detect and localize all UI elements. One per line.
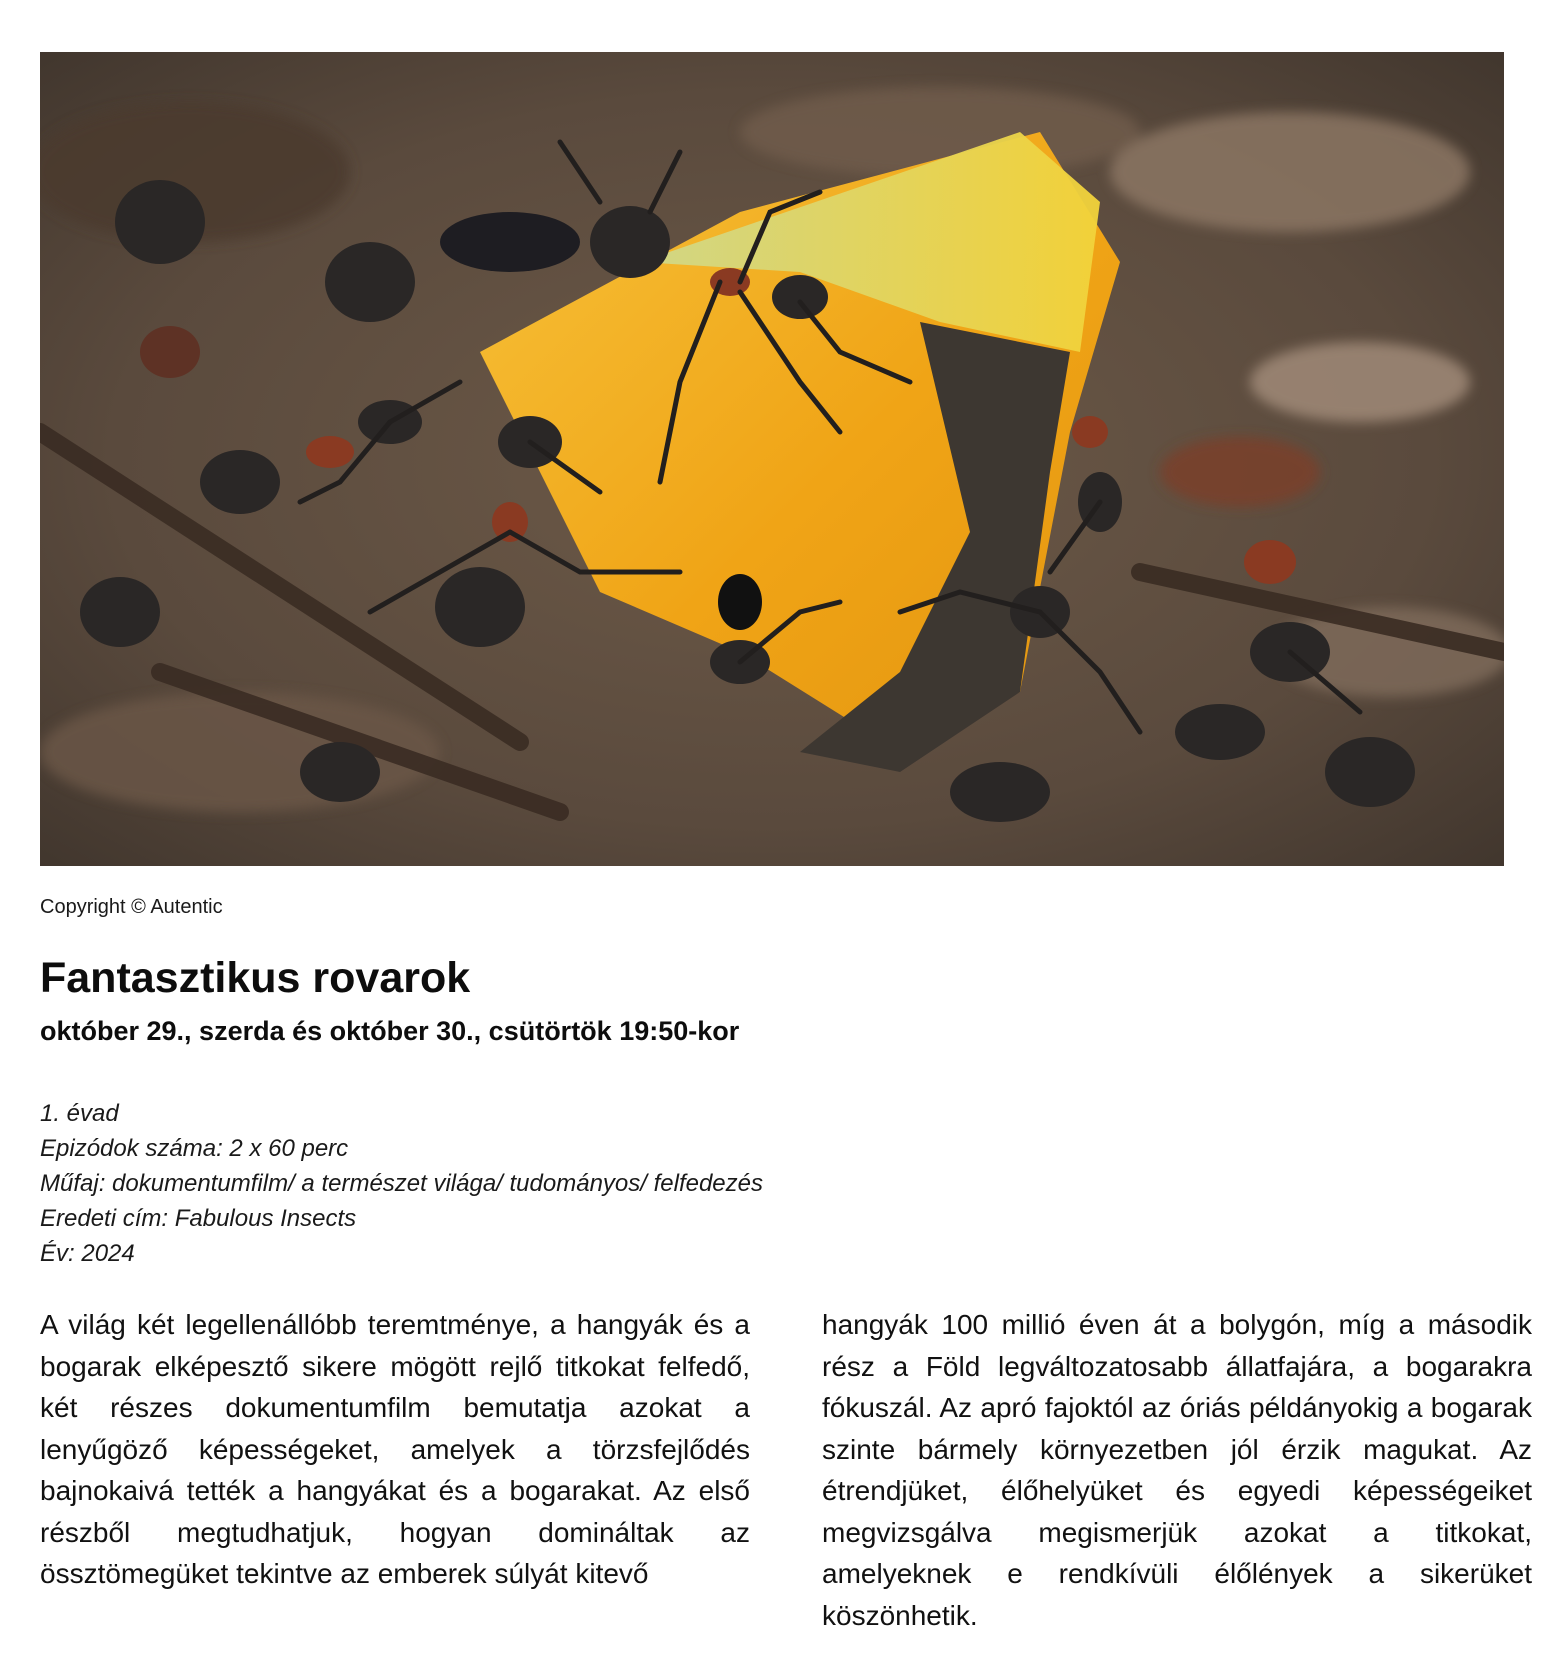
photo-copyright: Copyright © Autentic (40, 896, 223, 918)
episodes-line: Epizódok száma: 2 x 60 perc (40, 1135, 349, 1162)
description-column-right: hangyák 100 millió éven át a bolygón, míg a második rész a Föld legváltozatosabb állatfajára, a bogarakra fókuszál. Az apró fajoktól az óriás példányokig a bogarak szinte bármely környezetben jól érzik magukat. Az étrendjüket, élőhelyüket és egyedi képességeiket megvizsgálva megismerjük azokat a titkokat, amelyeknek e rendkívüli élőlények a sikerüket köszönhetik. (822, 1309, 1532, 1631)
season-line: 1. évad (40, 1100, 119, 1127)
program-details (40, 1096, 763, 1271)
original-title-line: Eredeti cím: Fabulous Insects (40, 1205, 357, 1232)
airing-schedule: október 29., szerda és október 30., csütörtök 19:50-kor (40, 1016, 740, 1046)
year-line: Év: 2024 (40, 1240, 135, 1267)
genre-line: Műfaj: dokumentumfilm/ a természet világa/ tudományos/ felfedezés (40, 1170, 763, 1197)
hero-photo (40, 52, 1504, 866)
description-column-left: A világ két legellenállóbb teremtménye, a hangyák és a bogarak elképesztő sikere mögött rejlő titkokat felfedő, két részes dokumentumfilm bemutatja azokat a lenyűgöző képességeket, amelyek a törzsfejlődés bajnokaivá tették a hangyákat és a bogarakat. Az első részből megtudhatjuk, hogyan domináltak az össztömegüket tekintve az emberek súlyát kitevő (40, 1309, 750, 1589)
page-title: Fantasztikus rovarok (40, 954, 471, 1002)
ants-on-butterfly-wing-image (40, 52, 1504, 866)
